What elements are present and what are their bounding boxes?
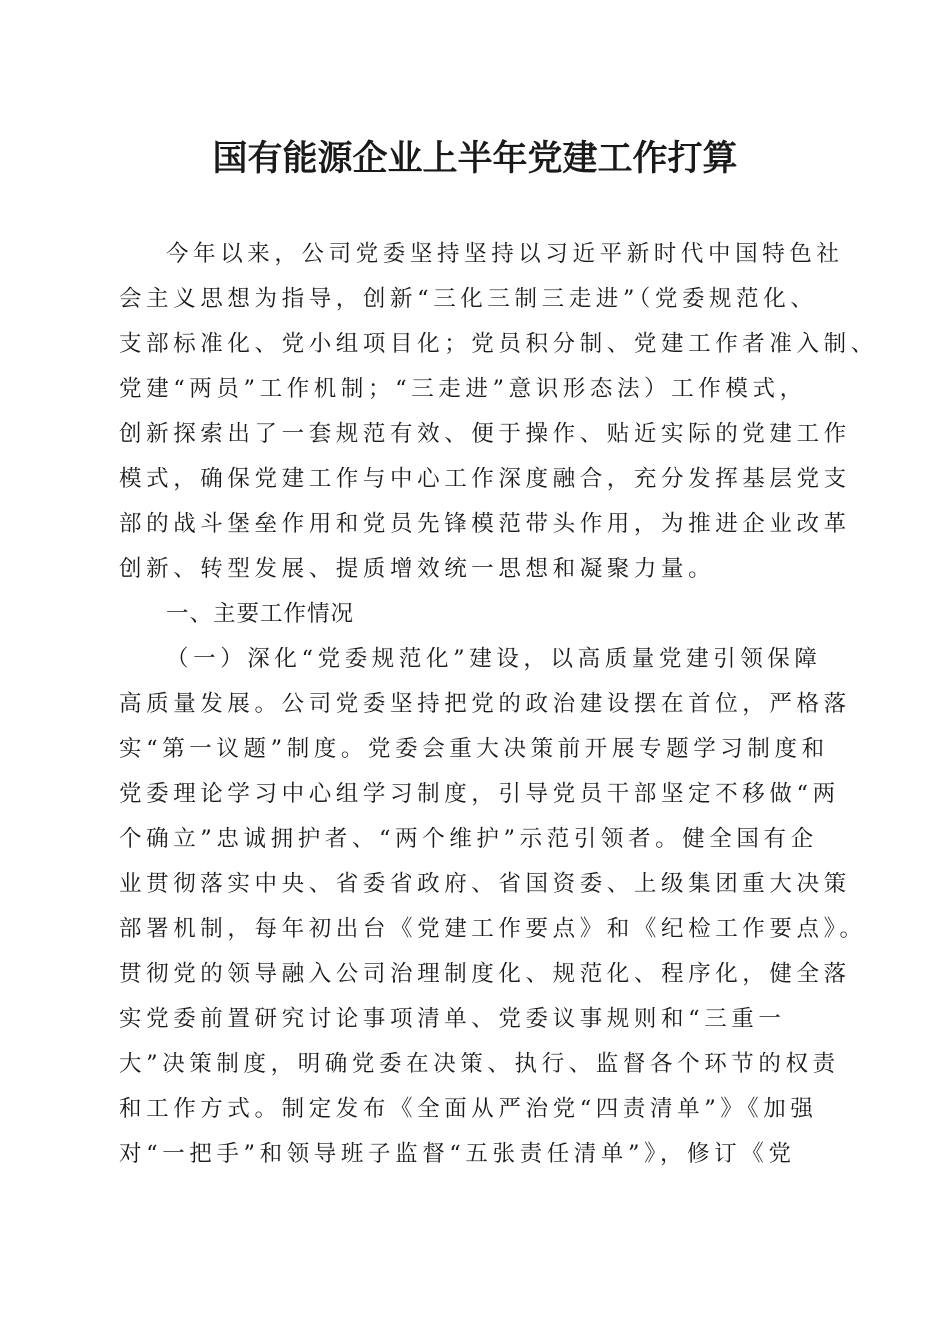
- document-title: 国有能源企业上半年党建工作打算: [212, 138, 738, 179]
- paragraph-line: 实“第一议题”制度。党委会重大决策前开展专题学习制度和: [119, 736, 829, 762]
- paragraph-line: 业贯彻落实中央、省委省政府、省国资委、上级集团重大决策: [119, 871, 851, 897]
- paragraph-line: 高质量发展。公司党委坚持把党的政治建设摆在首位，严格落: [119, 691, 851, 717]
- paragraph-line: 支部标准化、党小组项目化；党员积分制、党建工作者准入制、: [119, 331, 878, 357]
- paragraph-line: 部的战斗堡垒作用和党员先锋模范带头作用，为推进企业改革: [119, 511, 851, 537]
- paragraph-line: 大”决策制度，明确党委在决策、执行、监督各个环节的权责: [119, 1051, 840, 1077]
- paragraph-line: 今年以来，公司党委坚持坚持以习近平新时代中国特色社: [166, 241, 844, 267]
- section-heading: 一、主要工作情况: [166, 601, 355, 627]
- paragraph-line: 创新探索出了一套规范有效、便于操作、贴近实际的党建工作: [119, 421, 851, 447]
- paragraph-line: 实党委前置研究讨论事项清单、党委议事规则和“三重一: [119, 1006, 786, 1032]
- paragraph-line: 会主义思想为指导，创新“三化三制三走进”（党委规范化、: [119, 286, 818, 312]
- paragraph-line: 党委理论学习中心组学习制度，引导党员干部坚定不移做“两: [119, 781, 840, 807]
- subsection-heading: （一）深化“党委规范化”建设，以高质量党建引领保障: [166, 646, 822, 672]
- paragraph-line: 党建“两员”工作机制；“三走进”意识形态法）工作模式，: [119, 376, 807, 402]
- paragraph-line: 个确立”忠诚拥护者、“两个维护”示范引领者。健全国有企: [119, 826, 818, 852]
- paragraph-line: 和工作方式。制定发布《全面从严治党“四责清单”》《加强: [119, 1096, 818, 1122]
- paragraph-line: 对“一把手”和领导班子监督“五张责任清单”》，修订《党: [119, 1141, 796, 1167]
- paragraph-line: 贯彻党的领导融入公司治理制度化、规范化、程序化，健全落: [119, 961, 851, 987]
- paragraph-line: 模式，确保党建工作与中心工作深度融合，充分发挥基层党支: [119, 466, 851, 492]
- paragraph-line: 创新、转型发展、提质增效统一思想和凝聚力量。: [119, 556, 716, 582]
- paragraph-line: 部署机制，每年初出台《党建工作要点》和《纪检工作要点》。: [119, 916, 867, 942]
